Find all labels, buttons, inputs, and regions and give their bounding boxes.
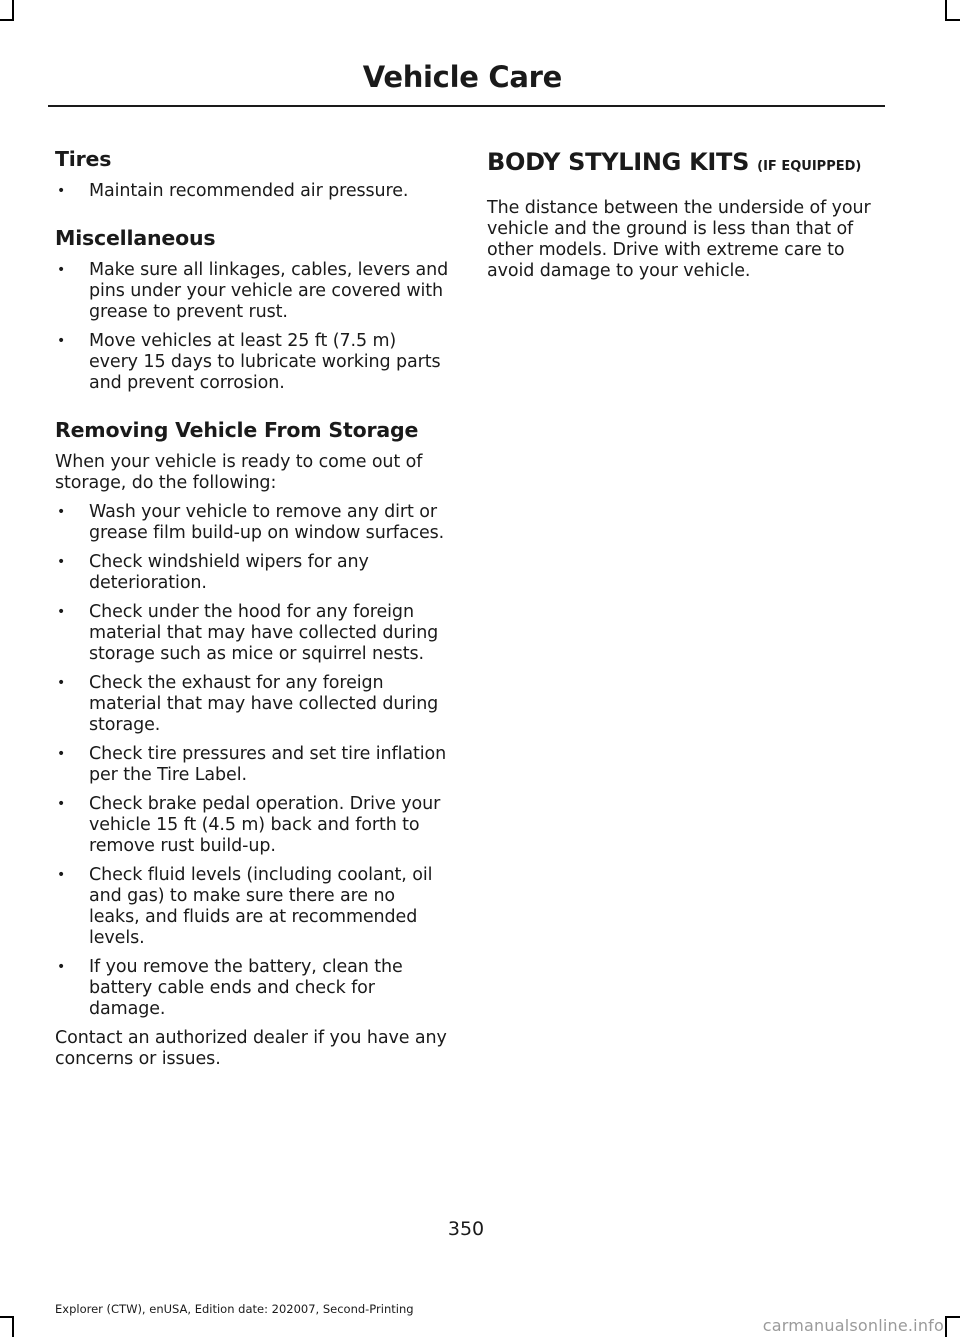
crop-mark <box>12 0 14 20</box>
list-item: • Check under the hood for any foreign material that may have collected during storage such as mice or squirrel nests. <box>55 602 450 665</box>
miscellaneous-list <box>55 260 450 394</box>
list-item: • Move vehicles at least 25 ft (7.5 m) every 15 days to lubricate working parts and prevent corrosion. <box>55 331 450 394</box>
footer-edition: Explorer (CTW), enUSA, Edition date: 202007, Second-Printing <box>55 1302 414 1316</box>
list-item: • Check brake pedal operation. Drive your vehicle 15 ft (4.5 m) back and forth to remove rust build-up. <box>55 794 450 857</box>
list-item: • Make sure all linkages, cables, levers and pins under your vehicle are covered with grease to prevent rust. <box>55 260 450 323</box>
tires-list <box>55 181 450 202</box>
crop-mark <box>0 1316 14 1318</box>
left-column <box>55 143 450 1070</box>
crop-mark <box>945 1316 960 1318</box>
body-styling-text: The distance between the underside of your vehicle and the ground is less than that of other models. Drive with extreme care to avoid damage to your vehicle. <box>487 198 871 281</box>
crop-mark <box>0 19 14 21</box>
list-item: • Check fluid levels (including coolant, oil and gas) to make sure there are no leaks, and fluids are at recommended levels. <box>55 865 450 949</box>
watermark: carmanualsonline.info <box>762 1316 944 1335</box>
body-styling-heading <box>487 143 887 186</box>
crop-mark <box>945 1317 947 1337</box>
removing-storage-list <box>55 502 450 1020</box>
list-item: • Wash your vehicle to remove any dirt or grease film build-up on window surfaces. <box>55 502 450 544</box>
list-item: • Check the exhaust for any foreign material that may have collected during storage. <box>55 673 450 736</box>
right-column <box>487 143 887 282</box>
crop-mark <box>945 19 960 21</box>
removing-storage-outro: Contact an authorized dealer if you have any concerns or issues. <box>55 1028 447 1069</box>
list-item: • If you remove the battery, clean the battery cable ends and check for damage. <box>55 957 450 1020</box>
header-divider <box>48 105 885 107</box>
list-item: • Check tire pressures and set tire inflation per the Tire Label. <box>55 744 450 786</box>
crop-mark <box>945 0 947 20</box>
if-equipped-label: (IF EQUIPPED) <box>757 159 862 174</box>
list-item: • Maintain recommended air pressure. <box>55 181 450 202</box>
page-title: Vehicle Care <box>362 60 562 94</box>
removing-storage-intro: When your vehicle is ready to come out of storage, do the following: <box>55 452 423 493</box>
page-number: 350 <box>447 1218 485 1240</box>
crop-mark <box>12 1317 14 1337</box>
list-item: • Check windshield wipers for any deterioration. <box>55 552 450 594</box>
body-styling-title: BODY STYLING KITS <box>487 148 750 176</box>
tires-heading: Tires <box>55 147 112 171</box>
miscellaneous-heading: Miscellaneous <box>55 226 216 250</box>
removing-storage-heading: Removing Vehicle From Storage <box>55 418 419 442</box>
